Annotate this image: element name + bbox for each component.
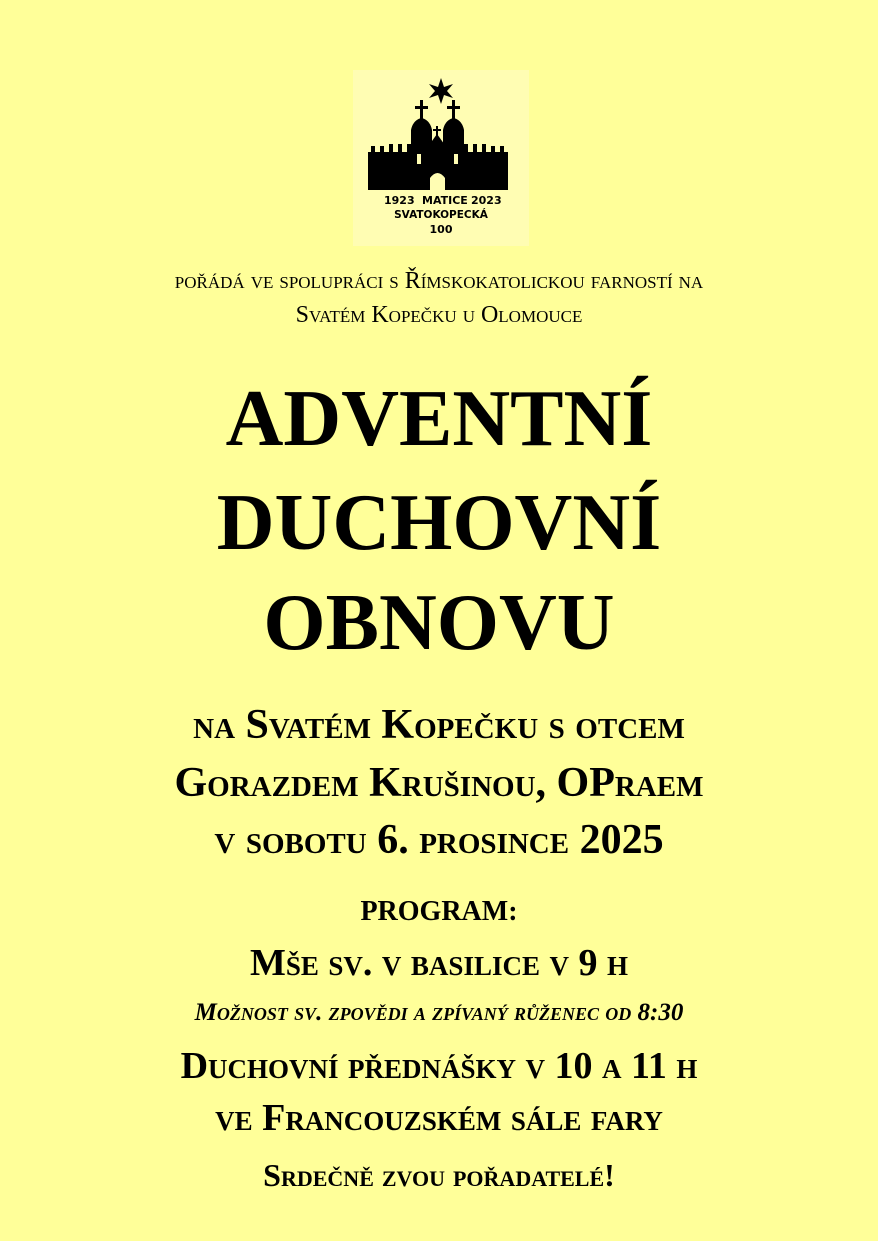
subtitle-line-1: na Svatém Kopečku s otcem — [193, 702, 685, 748]
organizer-line-1: pořádá ve spolupráci s Římskokatolickou farností na — [174, 268, 704, 294]
logo-year-left: 1923 — [384, 194, 415, 207]
program-note: Možnost sv. zpovědi a zpívaný růženec od 8:30 — [194, 999, 684, 1026]
program-location: ve Francouzském sále fary — [215, 1097, 663, 1139]
logo-name-line2: SVATOKOPECKÁ — [394, 209, 488, 221]
logo-name-line1: MATICE — [422, 194, 468, 207]
title-line-3: OBNOVU — [263, 579, 615, 667]
basilica-silhouette-icon — [353, 70, 529, 246]
program-label: PROGRAM: — [360, 896, 518, 927]
program-lectures: Duchovní přednášky v 10 a 11 h — [180, 1045, 698, 1087]
title-line-2: DUCHOVNÍ — [216, 479, 662, 567]
title-line-1: ADVENTNÍ — [225, 375, 653, 463]
logo-year-right: 2023 — [471, 194, 502, 207]
star-icon — [429, 78, 453, 104]
logo-anniversary: 100 — [429, 223, 453, 236]
subtitle-line-2: Gorazdem Krušinou, OPraem — [174, 760, 704, 806]
subtitle-line-3: v sobotu 6. prosince 2025 — [214, 817, 664, 863]
organizer-line-2: Svatém Kopečku u Olomouce — [295, 302, 583, 328]
invitation-text: Srdečně zvou pořadatelé! — [263, 1157, 615, 1193]
matice-logo — [353, 70, 529, 246]
program-mass: Mše sv. v basilice v 9 h — [250, 942, 628, 984]
